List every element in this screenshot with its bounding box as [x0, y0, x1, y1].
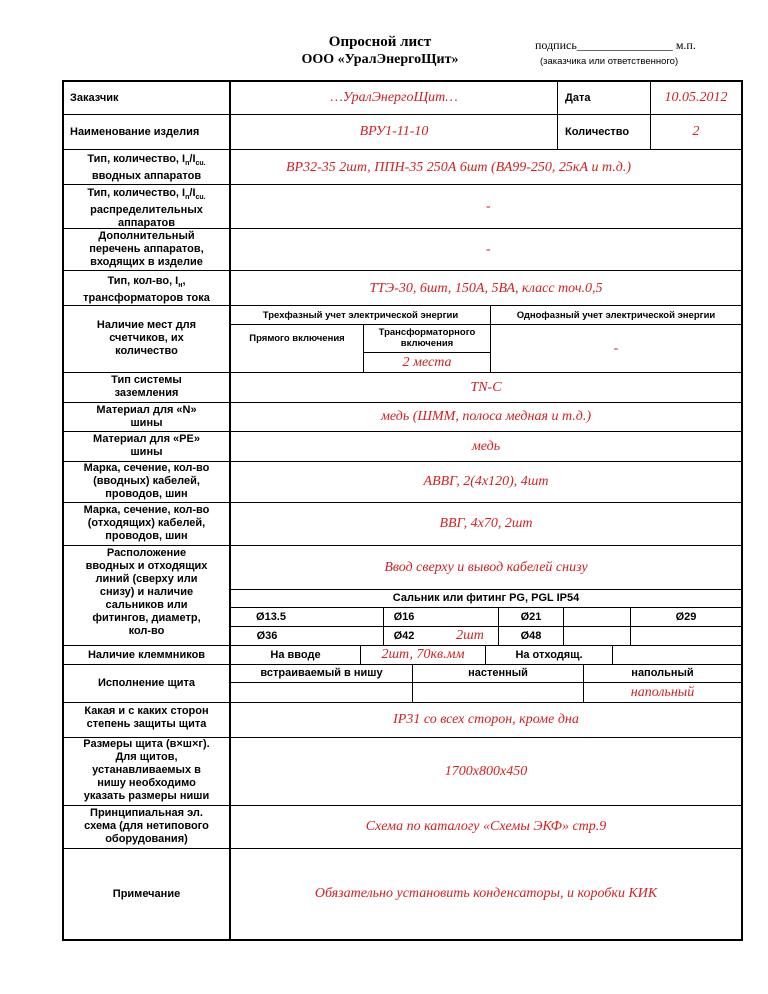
cable-layout-label: Расположение вводных и отходящих линий (сверху или снизу) и наличие сальников или фитингов, диаметр, кол-во [85, 547, 208, 637]
gland-d42: Ø42 [393, 629, 415, 642]
protection-value[interactable]: IP31 со всех сторон, кроме дна [393, 712, 579, 727]
signature-label: подпись________________ м.п. [535, 38, 696, 52]
input-cables-value[interactable]: АВВГ, 2(4х120), 4шт [423, 474, 549, 489]
gland-d48: Ø48 [520, 629, 542, 642]
customer-value[interactable]: …УралЭнергоЩит… [330, 89, 458, 105]
date-value[interactable]: 10.05.2012 [664, 89, 728, 105]
company-name: ООО «УралЭнергоЩит» [301, 52, 459, 67]
distribution-devices-label: Тип, количество, $I_n/I_{cu.}$ распределительных аппаратов [87, 187, 206, 230]
terminals-label: Наличие клеммников [87, 648, 206, 661]
input-devices-label: Тип, количество, $I_n/I_{cu.}$ вводных аппаратов [87, 153, 206, 183]
product-label: Наименование изделия [70, 126, 200, 138]
cable-layout-value[interactable]: Ввод сверху и вывод кабелей снизу [384, 559, 588, 575]
size-label: Размеры щита (в×ш×г). Для щитов, устанавливаемых в нишу необходимо указать размеры ниши [83, 738, 210, 802]
meters-label: Наличие мест для счетчиков, их количество [96, 319, 197, 357]
terminals-input-value[interactable]: 2шт, 70кв.мм [381, 647, 465, 662]
n-bus-label: Материал для «N» шины [96, 404, 197, 429]
size-value[interactable]: 1700х800х450 [444, 763, 528, 779]
transformer-connection-label: Трансформаторного включения [378, 327, 476, 349]
n-bus-value[interactable]: медь (ШММ, полоса медная и т.д.) [381, 409, 591, 424]
scheme-value[interactable]: Схема по каталогу «Схемы ЭКФ» стр.9 [365, 819, 607, 834]
current-transformers-label: Тип, кол-во, $I_н$, трансформаторов тока [83, 275, 210, 305]
current-transformers-value[interactable]: ТТЭ-30, 6шт, 150А, 5ВА, класс точ.0,5 [369, 280, 603, 296]
pe-bus-value[interactable]: медь [471, 438, 501, 454]
product-value[interactable]: ВРУ1-11-10 [359, 124, 429, 139]
quantity-label: Количество [565, 126, 630, 138]
gland-d13-5: Ø13.5 [256, 610, 286, 623]
three-phase-header: Трехфазный учет электрической энергии [262, 309, 459, 321]
gland-d42-value[interactable]: 2шт [456, 628, 484, 643]
grounding-label: Тип системы заземления [111, 374, 182, 399]
scheme-label: Принципиальная эл. схема (для нетипового оборудования) [84, 807, 209, 845]
direct-connection-label: Прямого включения [249, 333, 345, 344]
output-cables-value[interactable]: ВВГ, 4х70, 2шт [439, 516, 533, 531]
output-cables-label: Марка, сечение, кол-во (отходящих) кабелей, проводов, шин [83, 504, 210, 542]
terminals-output-label: На отходящ. [515, 648, 583, 661]
gland-d21: Ø21 [520, 610, 542, 623]
terminals-input-label: На вводе [270, 648, 321, 661]
single-phase-header: Однофазный учет электрической энергии [516, 309, 716, 321]
input-devices-value[interactable]: ВР32-35 2шт, ППН-35 250А 6шт (ВА99-250, 25кА и т.д.) [286, 160, 632, 175]
date-label: Дата [565, 91, 591, 104]
note-value[interactable]: Обязательно установить конденсаторы, и коробки КИК [314, 886, 658, 901]
signature-note: (заказчика или ответственного) [540, 56, 679, 67]
pe-bus-label: Материал для «PE» шины [93, 433, 200, 458]
extra-devices-value[interactable]: - [486, 242, 491, 257]
note-label: Примечание [112, 887, 181, 900]
gland-header: Сальник или фитинг PG, PGL IP54 [392, 592, 580, 604]
execution-option-built-in[interactable]: встраиваемый в нишу [260, 667, 383, 679]
execution-value[interactable]: напольный [630, 684, 695, 700]
execution-option-floor[interactable]: напольный [631, 667, 694, 679]
extra-devices-label: Дополнительный перечень аппаратов, входящих в изделие [89, 230, 204, 268]
customer-label: Заказчик [70, 91, 119, 104]
gland-d16: Ø16 [393, 610, 415, 623]
quantity-value[interactable]: 2 [692, 124, 700, 139]
gland-d36: Ø36 [256, 629, 278, 642]
transformer-connection-value[interactable]: 2 места [402, 354, 452, 370]
execution-label: Исполнение щита [98, 677, 195, 689]
form-title: Опросной лист [328, 34, 432, 50]
single-phase-value[interactable]: - [613, 340, 619, 356]
execution-option-wall[interactable]: настенный [468, 667, 528, 679]
grounding-value[interactable]: TN-C [470, 379, 502, 395]
gland-d29: Ø29 [675, 610, 697, 623]
protection-label: Какая и с каких сторон степень защиты щита [84, 705, 209, 730]
input-cables-label: Марка, сечение, кол-во (вводных) кабелей, проводов, шин [83, 462, 210, 500]
distribution-devices-value[interactable]: - [486, 199, 491, 214]
